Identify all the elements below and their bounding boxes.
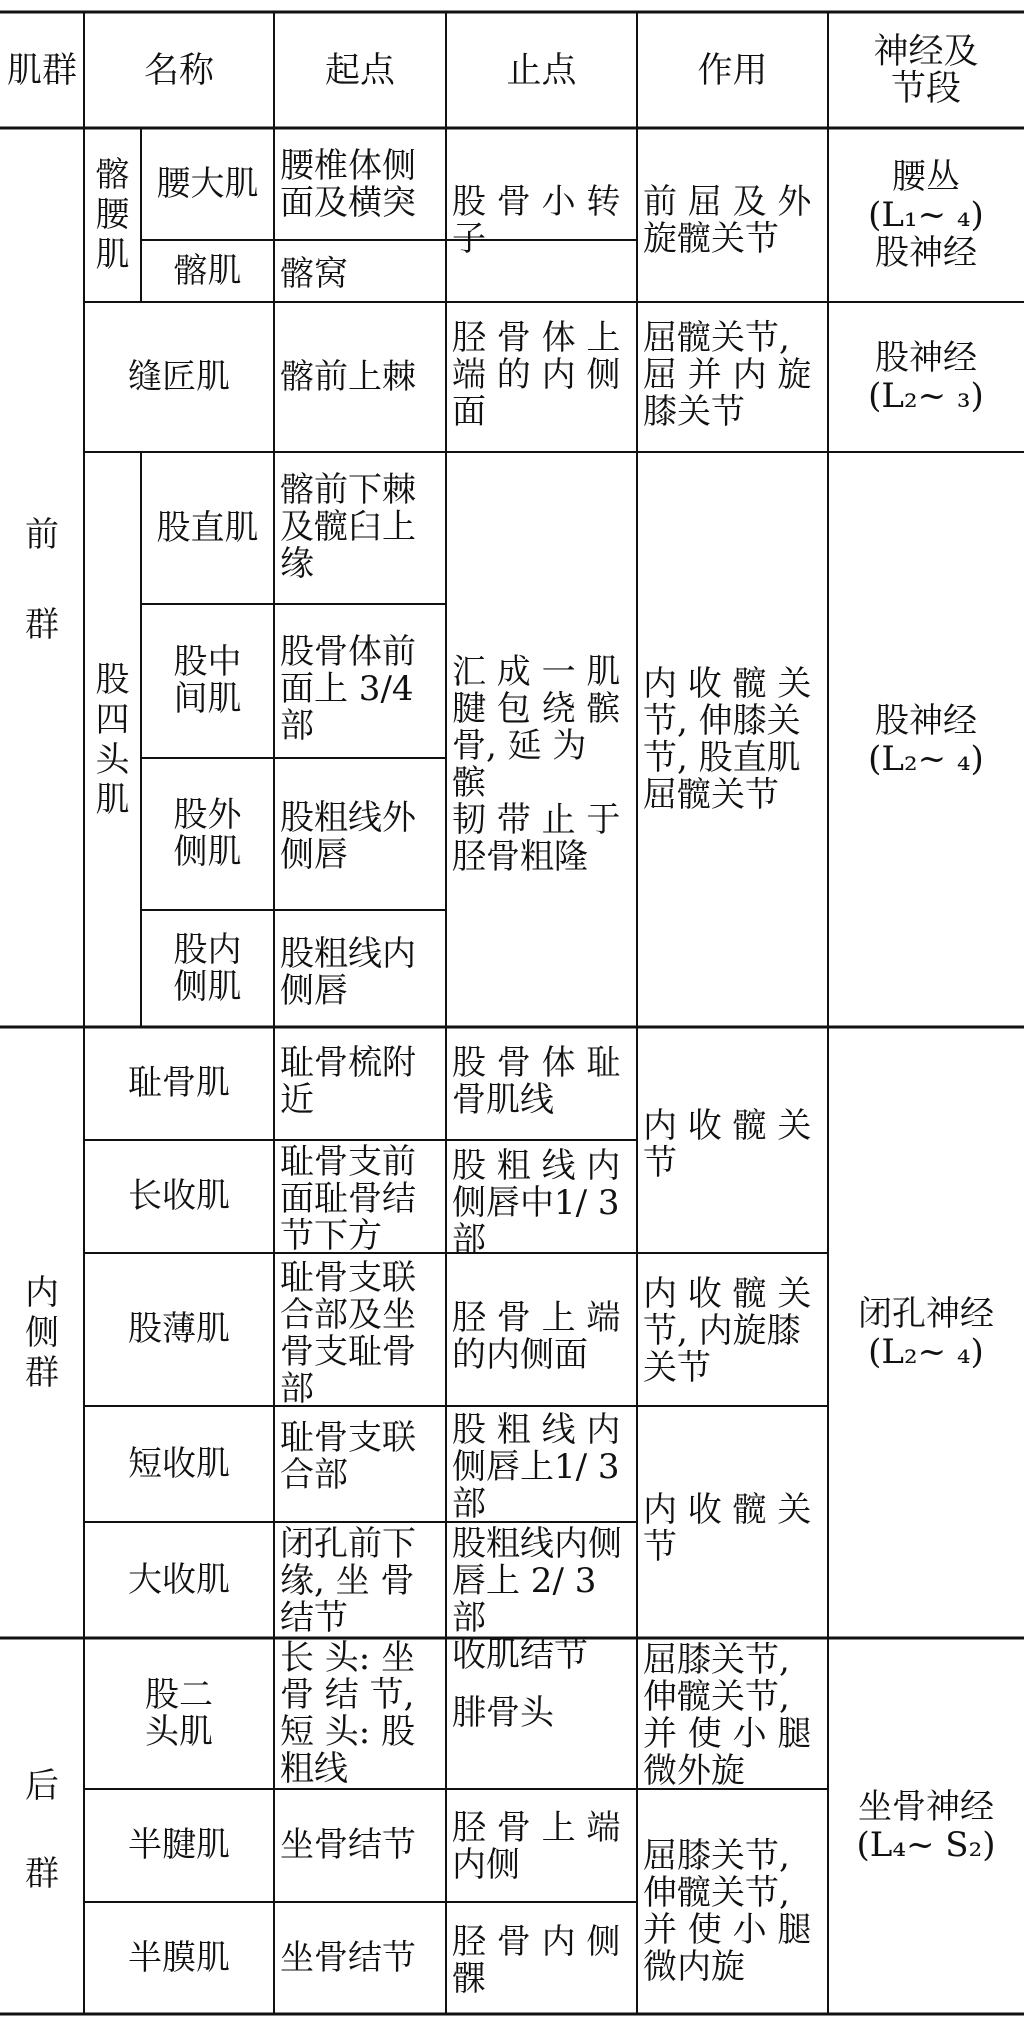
- muscle-name: 股二 头肌: [145, 1674, 213, 1752]
- muscle-action: 内 收 髋 关 节: [643, 1106, 812, 1183]
- muscle-insertion: 胫 骨 内 侧 髁: [452, 1922, 621, 1999]
- muscle-name: 半膜肌: [128, 1937, 230, 1978]
- muscle-origin: 闭孔前下 缘, 坐 骨 结节: [280, 1524, 416, 1638]
- muscle-name: 股中 间肌: [173, 642, 242, 719]
- header-nerve: 神经及 节段: [873, 32, 979, 109]
- muscle-insertion: 股粗线内侧 唇上 2/ 3 部 收肌结节: [452, 1524, 622, 1675]
- header-group: 肌群: [6, 50, 77, 91]
- muscle-action: 屈膝关节, 伸髋关节, 并 使 小 腿 微内旋: [643, 1836, 812, 1987]
- muscle-name: 股内 侧肌: [173, 929, 242, 1007]
- muscle-action: 屈膝关节, 伸髋关节, 并 使 小 腿 微外旋: [643, 1640, 812, 1791]
- muscle-name: 腰大肌: [156, 163, 259, 204]
- muscle-origin: 坐骨结节: [280, 1937, 416, 1978]
- muscle-origin: 耻骨梳附 近: [280, 1043, 416, 1120]
- muscle-name: 半腱肌: [128, 1825, 230, 1865]
- muscle-insertion: 胫 骨 上 端 的内侧面: [452, 1298, 621, 1375]
- muscle-nerve: 坐骨神经 (L₄~ S₂): [856, 1787, 996, 1865]
- muscle-nerve: 股神经 (L₂~ ₃): [868, 338, 984, 416]
- muscle-name: 耻骨肌: [128, 1063, 230, 1103]
- muscle-action: 前 屈 及 外 旋髋关节: [643, 182, 812, 259]
- muscle-origin: 耻骨支联 合部及坐 骨支耻骨 部: [280, 1258, 416, 1409]
- muscle-insertion: 胫 骨 上 端 内侧: [452, 1808, 621, 1885]
- muscle-insertion: 股 骨 体 耻 骨肌线: [452, 1043, 621, 1120]
- header-origin: 起点: [324, 50, 395, 91]
- muscle-nerve: 股神经 (L₂~ ₄): [868, 700, 984, 779]
- muscle-name: 长收肌: [128, 1176, 230, 1216]
- muscle-action: 内 收 髋 关 节, 伸膝关 节, 股直肌 屈髋关节: [643, 664, 812, 815]
- muscle-action: 屈髋关节, 屈 并 内 旋 膝关节: [643, 318, 812, 432]
- muscle-origin: 腰椎体侧 面及横突: [280, 146, 416, 223]
- muscle-name: 股外 侧肌: [173, 795, 242, 872]
- muscle-insertion: 胫 骨 体 上 端 的 内 侧 面: [452, 318, 621, 432]
- muscle-origin: 股粗线外 侧唇: [280, 798, 416, 875]
- header-name: 名称: [143, 50, 214, 91]
- muscle-nerve: 腰丛 (L₁~ ₄) 股神经: [868, 157, 984, 273]
- muscle-name: 短收肌: [128, 1443, 230, 1484]
- muscle-origin: 坐骨结节: [280, 1825, 416, 1865]
- muscle-insertion: 股 粗 线 内 侧唇上1/ 3 部: [452, 1410, 621, 1524]
- muscle-origin: 股骨体前 面上 3/4 部: [280, 632, 416, 746]
- muscle-insertion: 股 粗 线 内 侧唇中1/ 3 部: [452, 1146, 621, 1260]
- muscle-insertion: 股 骨 小 转 子: [452, 182, 621, 259]
- muscle-action: 内 收 髋 关 节: [643, 1490, 812, 1567]
- muscle-origin: 髂前下棘 及髋臼上 缘: [280, 470, 416, 584]
- muscle-name: 股薄肌: [128, 1309, 230, 1349]
- muscle-origin: 髂窝: [280, 254, 348, 294]
- muscle-insertion: 汇 成 一 肌 腱 包 绕 髌 骨, 延 为 髌 韧 带 止 于 胫骨粗隆: [452, 652, 621, 877]
- group-label-anterior: 前 群: [25, 515, 59, 645]
- muscle-action: 内 收 髋 关 节, 内旋膝 关节: [643, 1274, 812, 1388]
- muscle-name: 髂肌: [173, 250, 242, 291]
- muscle-name: 股直肌: [156, 507, 259, 548]
- muscle-origin: 耻骨支前 面耻骨结 节下方: [280, 1142, 416, 1256]
- muscle-origin: 股粗线内 侧唇: [280, 934, 416, 1011]
- muscle-nerve: 闭孔神经 (L₂~ ₄): [858, 1293, 994, 1372]
- muscle-origin: 长 头: 坐 骨 结 节, 短 头: 股 粗线: [280, 1638, 416, 1789]
- header-insertion: 止点: [506, 50, 577, 91]
- group-label-medial: 内 侧 群: [25, 1272, 59, 1393]
- muscle-origin: 耻骨支联 合部: [280, 1418, 416, 1495]
- muscle-origin: 髂前上棘: [280, 356, 416, 397]
- muscle-name: 大收肌: [128, 1559, 230, 1600]
- header-action: 作用: [697, 50, 768, 91]
- muscle-insertion: 腓骨头: [452, 1693, 554, 1733]
- group-label-posterior: 后 群: [25, 1766, 59, 1894]
- subgroup-label-iliopsoas: 髂 腰 肌: [95, 155, 130, 275]
- muscle-name: 缝匠肌: [128, 356, 230, 397]
- subgroup-label-quadriceps: 股 四 头 肌: [95, 659, 130, 820]
